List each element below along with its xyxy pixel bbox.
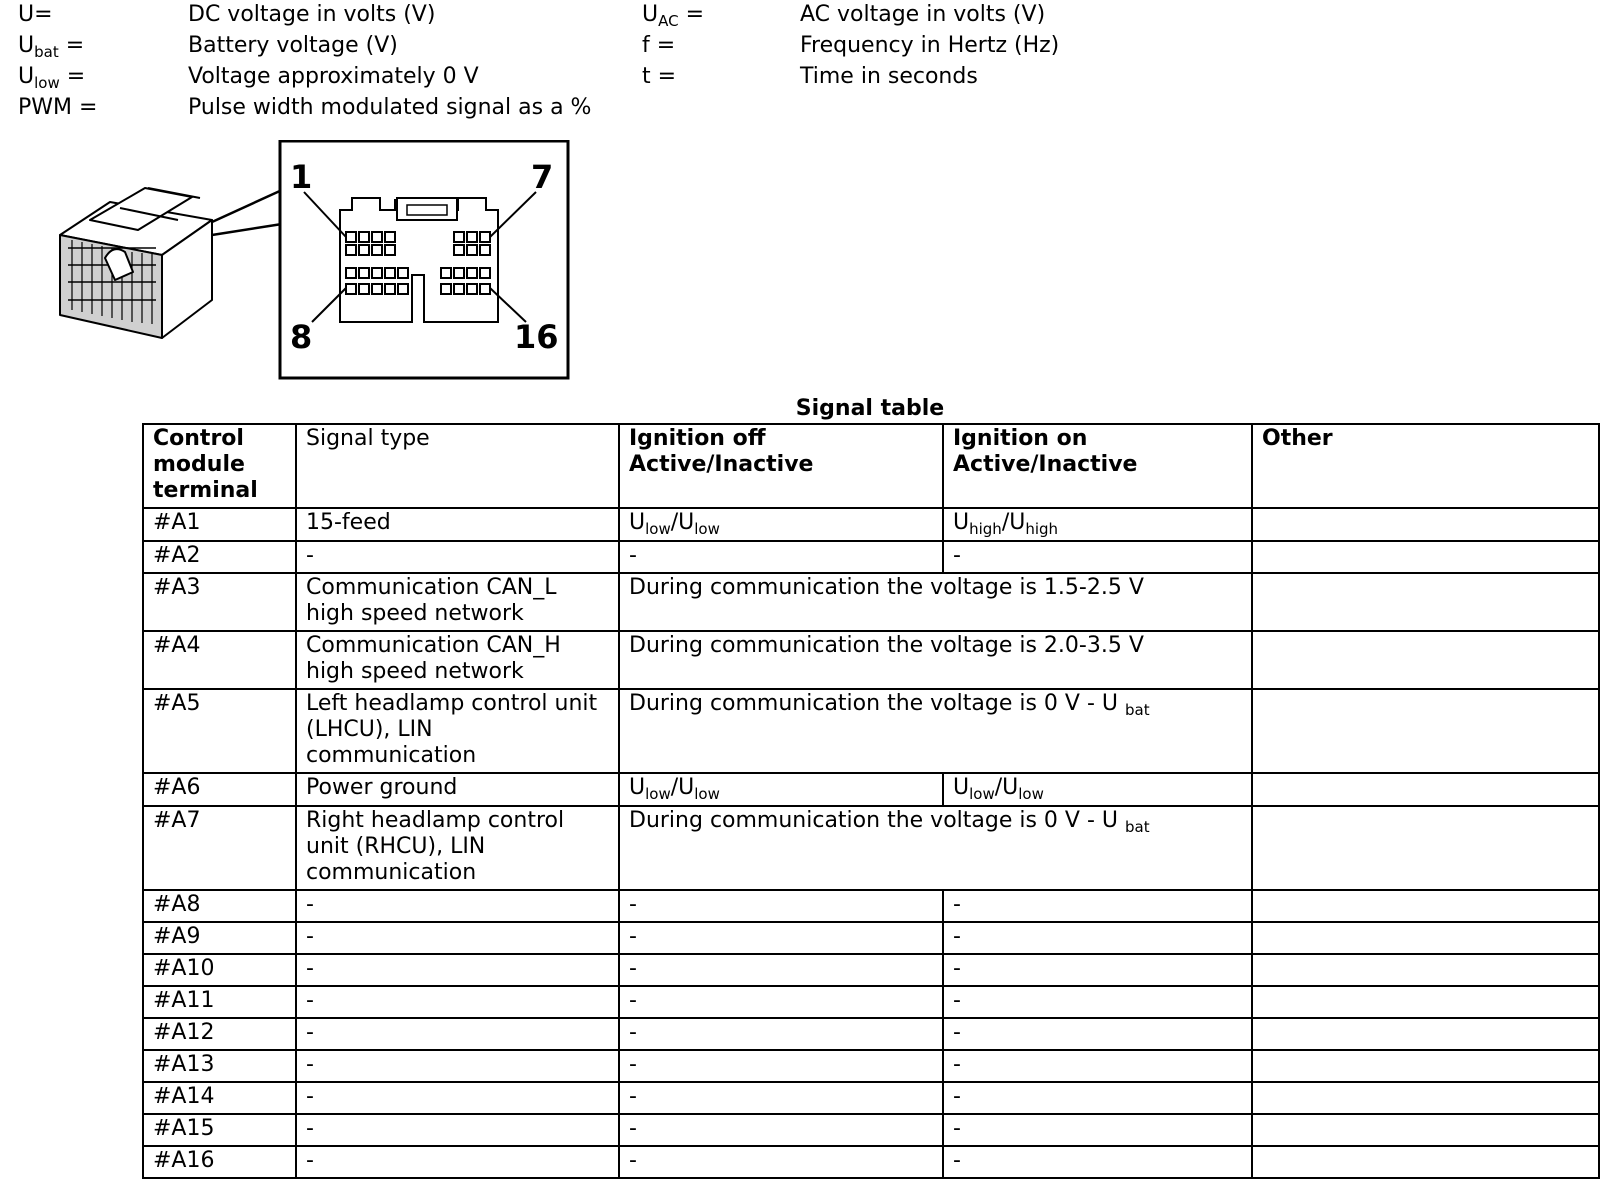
other-cell [1252, 806, 1599, 890]
legend-desc-time: Time in seconds [800, 64, 978, 89]
value-text: During communication the voltage is 0 V - U [629, 691, 1118, 716]
value-subscript: low [645, 785, 671, 803]
signal-type-cell: - [296, 922, 619, 954]
ignition-on-cell: - [943, 890, 1252, 922]
table-row [143, 986, 1599, 1018]
value-separator: / [670, 510, 679, 535]
terminal-cell: #A7 [143, 806, 296, 890]
value-symbol: U [1009, 510, 1026, 535]
other-cell [1252, 954, 1599, 986]
ignition-off-cell: - [619, 1082, 943, 1114]
terminal-cell: #A15 [143, 1114, 296, 1146]
legend-symbol-u-ac [642, 2, 705, 30]
signal-type-cell: - [296, 1082, 619, 1114]
value-subscript: low [694, 785, 720, 803]
table-row [143, 508, 1599, 541]
ignition-off-cell: - [619, 954, 943, 986]
table-row [143, 1018, 1599, 1050]
header-ignition-off-line2: Active/Inactive [629, 452, 814, 477]
signal-type-cell: - [296, 986, 619, 1018]
ignition-on-cell: - [943, 1018, 1252, 1050]
ignition-merged-cell: During communication the voltage is 1.5-2.5 V [619, 573, 1252, 631]
ignition-on-cell: - [943, 954, 1252, 986]
ignition-off-cell: - [619, 541, 943, 573]
legend-symbol-time: t = [642, 64, 677, 89]
connector-diagram [50, 140, 590, 390]
signal-type-cell: Left headlamp control unit (LHCU), LIN communication [296, 689, 619, 773]
abbreviation-legend [0, 0, 1600, 130]
ignition-on-cell: - [943, 986, 1252, 1018]
pin-label-7: 7 [531, 158, 554, 196]
ignition-merged-cell: During communication the voltage is 2.0-3.5 V [619, 631, 1252, 689]
signal-type-cell: - [296, 1146, 619, 1178]
signal-type-cell: - [296, 1050, 619, 1082]
header-terminal: Control module terminal [143, 424, 296, 508]
pin-label-1: 1 [290, 158, 313, 196]
signal-type-cell: - [296, 954, 619, 986]
header-ignition-on-line2: Active/Inactive [953, 452, 1138, 477]
ignition-off-cell [619, 773, 943, 806]
other-cell [1252, 1114, 1599, 1146]
other-cell [1252, 631, 1599, 689]
legend-desc-u-bat: Battery voltage (V) [188, 33, 398, 58]
value-symbol: U [629, 775, 646, 800]
other-cell [1252, 689, 1599, 773]
signal-type-cell: - [296, 1114, 619, 1146]
ignition-off-cell: - [619, 922, 943, 954]
value-symbol: U [629, 510, 646, 535]
signal-type-cell: Communication CAN_H high speed network [296, 631, 619, 689]
ignition-off-cell: - [619, 1146, 943, 1178]
legend-desc-u-dc: DC voltage in volts (V) [188, 2, 436, 27]
header-other: Other [1252, 424, 1599, 508]
connector-body-icon [60, 188, 282, 338]
signal-type-cell: Communication CAN_L high speed network [296, 573, 619, 631]
value-text: During communication the voltage is 0 V - U [629, 808, 1118, 833]
table-row [143, 954, 1599, 986]
ignition-off-cell: - [619, 1018, 943, 1050]
ignition-off-cell [619, 508, 943, 541]
legend-symbol-subscript: low [34, 74, 60, 92]
value-subscript: high [1025, 520, 1059, 538]
terminal-cell: #A10 [143, 954, 296, 986]
table-header-row [143, 424, 1599, 508]
table-row [143, 689, 1599, 773]
header-ignition-off [619, 424, 943, 508]
ignition-merged-cell [619, 806, 1252, 890]
header-ignition-on [943, 424, 1252, 508]
legend-symbol-base: U [18, 64, 35, 89]
ignition-off-cell: - [619, 1114, 943, 1146]
ignition-off-cell: - [619, 986, 943, 1018]
legend-desc-u-low: Voltage approximately 0 V [188, 64, 479, 89]
legend-symbol-u-bat [18, 33, 85, 61]
pin-label-16: 16 [514, 318, 559, 356]
table-row [143, 631, 1599, 689]
terminal-cell: #A12 [143, 1018, 296, 1050]
other-cell [1252, 541, 1599, 573]
terminal-cell: #A9 [143, 922, 296, 954]
table-row [143, 541, 1599, 573]
legend-symbol-base: U [642, 2, 659, 27]
signal-type-cell: - [296, 890, 619, 922]
value-subscript: low [969, 785, 995, 803]
value-symbol: U [1002, 775, 1019, 800]
legend-symbol-frequency: f = [642, 33, 676, 58]
table-row [143, 1114, 1599, 1146]
table-row [143, 773, 1599, 806]
ignition-on-cell: - [943, 1146, 1252, 1178]
other-cell [1252, 573, 1599, 631]
value-subscript: low [645, 520, 671, 538]
signal-type-cell: Power ground [296, 773, 619, 806]
header-ignition-on-line1: Ignition on [953, 426, 1088, 451]
terminal-cell: #A8 [143, 890, 296, 922]
table-row [143, 573, 1599, 631]
value-subscript: bat [1125, 818, 1150, 836]
other-cell [1252, 773, 1599, 806]
legend-symbol-pwm: PWM = [18, 95, 98, 120]
value-subscript: high [969, 520, 1002, 538]
ignition-off-cell: - [619, 890, 943, 922]
legend-symbol-suffix: = [678, 2, 705, 27]
other-cell [1252, 1050, 1599, 1082]
other-cell [1252, 1146, 1599, 1178]
table-row [143, 806, 1599, 890]
ignition-on-cell: - [943, 1114, 1252, 1146]
value-subscript: low [694, 520, 720, 538]
terminal-cell: #A6 [143, 773, 296, 806]
ignition-on-cell: - [943, 1050, 1252, 1082]
legend-desc-u-ac: AC voltage in volts (V) [800, 2, 1046, 27]
terminal-cell: #A14 [143, 1082, 296, 1114]
pin-label-8: 8 [290, 318, 313, 356]
other-cell [1252, 508, 1599, 541]
terminal-cell: #A16 [143, 1146, 296, 1178]
legend-symbol-base: U [18, 33, 35, 58]
ignition-on-cell: - [943, 1082, 1252, 1114]
terminal-cell: #A3 [143, 573, 296, 631]
signal-type-cell: 15-feed [296, 508, 619, 541]
value-symbol: U [953, 510, 970, 535]
terminal-cell: #A4 [143, 631, 296, 689]
table-row [143, 1082, 1599, 1114]
other-cell [1252, 986, 1599, 1018]
ignition-on-cell [943, 508, 1252, 541]
ignition-off-cell: - [619, 1050, 943, 1082]
other-cell [1252, 1082, 1599, 1114]
table-row [143, 922, 1599, 954]
value-symbol: U [678, 775, 695, 800]
ignition-on-cell [943, 773, 1252, 806]
other-cell [1252, 922, 1599, 954]
other-cell [1252, 1018, 1599, 1050]
signal-type-cell: Right headlamp control unit (RHCU), LIN communication [296, 806, 619, 890]
value-separator: / [994, 775, 1003, 800]
ignition-on-cell: - [943, 541, 1252, 573]
terminal-cell: #A5 [143, 689, 296, 773]
table-row [143, 1050, 1599, 1082]
table-row [143, 1146, 1599, 1178]
legend-symbol-suffix: = [58, 33, 85, 58]
legend-desc-frequency: Frequency in Hertz (Hz) [800, 33, 1060, 58]
legend-desc-pwm: Pulse width modulated signal as a % [188, 95, 592, 120]
table-row [143, 890, 1599, 922]
signal-type-cell: - [296, 541, 619, 573]
legend-symbol-subscript: AC [658, 12, 679, 30]
value-symbol: U [678, 510, 695, 535]
header-signal-type: Signal type [296, 424, 619, 508]
legend-symbol-u-dc: U= [18, 2, 53, 27]
terminal-cell: #A13 [143, 1050, 296, 1082]
value-symbol: U [953, 775, 970, 800]
terminal-cell: #A2 [143, 541, 296, 573]
ignition-merged-cell [619, 689, 1252, 773]
legend-symbol-u-low [18, 64, 86, 92]
legend-symbol-suffix: = [59, 64, 86, 89]
ignition-on-cell: - [943, 922, 1252, 954]
terminal-cell: #A1 [143, 508, 296, 541]
header-ignition-off-line1: Ignition off [629, 426, 766, 451]
signal-table [142, 423, 1600, 1179]
value-subscript: bat [1125, 701, 1150, 719]
other-cell [1252, 890, 1599, 922]
signal-type-cell: - [296, 1018, 619, 1050]
legend-symbol-subscript: bat [34, 43, 59, 61]
value-subscript: low [1018, 785, 1044, 803]
terminal-cell: #A11 [143, 986, 296, 1018]
value-separator: / [670, 775, 679, 800]
value-separator: / [1001, 510, 1010, 535]
signal-table-title: Signal table [795, 396, 945, 421]
